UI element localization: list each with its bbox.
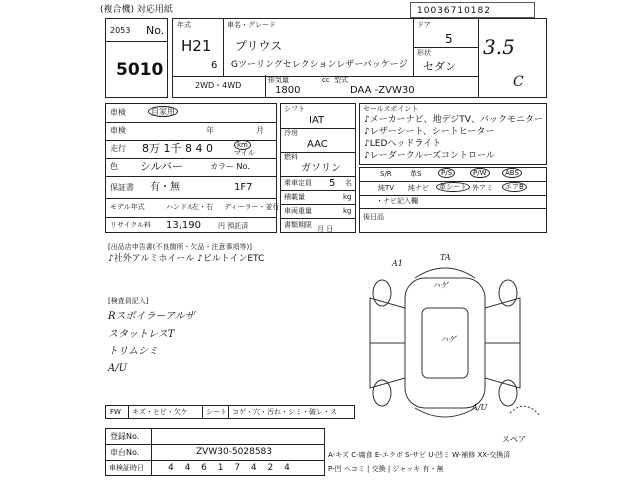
legend-line-1: A-キズ C-腐食 E-エクボ S-サビ U-凹ミ W-補修 XX-交換済	[328, 451, 511, 459]
recycle-label: リサイクル料	[110, 221, 152, 229]
color-no-value: 1F7	[234, 182, 253, 193]
ac-value: AAC	[307, 139, 328, 150]
grade-text: Gツーリングセレクションレザーパッケージ	[231, 60, 408, 70]
type-code: DAA -ZVW30	[350, 85, 415, 96]
right-rear-outline	[485, 343, 520, 388]
rear-bumper-outline	[415, 408, 475, 417]
bottom-table	[105, 428, 325, 476]
legend-line-2: P-凹 ヘコミ | 交換 | ジャッキ 有・無	[328, 465, 444, 473]
lot-number: 5010	[116, 60, 164, 80]
sale-points-title: セールスポイント	[363, 105, 419, 113]
drive-label: 2WD・4WD	[195, 81, 242, 90]
warranty-value: 有・無	[150, 182, 180, 193]
inspection-label: 車検	[110, 108, 126, 117]
inspector-title: [検査員記入]	[108, 297, 149, 305]
hand-value: 左・右	[192, 203, 213, 211]
fw-row: FW キズ・ヒビ・欠ケ シート コゲ・穴・汚れ・シミ・破レ・ス	[105, 405, 355, 419]
type-label: 型式	[334, 76, 348, 84]
capacity-value: 5	[329, 178, 336, 189]
lot-number-block	[105, 18, 168, 98]
right-door-outline	[485, 298, 520, 343]
warranty-label: 保証書	[110, 183, 134, 192]
recycle-value: 13,190	[166, 220, 201, 231]
left-door-outline	[370, 298, 405, 343]
inspection-value: 自家用	[148, 106, 178, 117]
shape-label: 形状	[417, 49, 431, 57]
shaken-label: 車検	[110, 126, 126, 135]
wheel-rear-right	[499, 380, 517, 406]
lot-no-label: No.	[146, 24, 165, 37]
odometer-label: 走行	[110, 144, 126, 153]
fuel-value: ガソリン	[301, 163, 341, 174]
center-spec-table: シフト IAT 冷房 AAC 燃料 ガソリン 乗車定員 5 名 積載量 kg 車両重量 kg 書類期限 月 日	[280, 103, 356, 233]
car-name: プリウス	[235, 39, 283, 53]
disp-value: 1800	[275, 85, 301, 96]
notes-title: [出品店申告書(不良箇所・欠品・注意事項等)]	[108, 243, 252, 251]
color-no-label: カラー No.	[210, 162, 250, 171]
front-bumper-outline	[415, 268, 475, 278]
notes-text: ♪社外アルミホイール ♪ビルトインETC	[108, 254, 265, 264]
dealer-label: ディーラー・並行	[224, 203, 280, 211]
interior-score: C	[513, 74, 524, 90]
chassis-value: ZVW30-5028583	[196, 447, 273, 457]
sale-points-box: セールスポイント ♪メーカーナビ、地デジTV、バックモニター ♪レザーシート、シートヒーター ♪LEDヘッドライト ♪レーダークルーズコントロール	[359, 103, 547, 165]
lot-tag: 2053	[110, 26, 131, 35]
year-label: 年式	[177, 21, 191, 29]
chassis-label: 車台No.	[110, 448, 140, 457]
left-rear-outline	[370, 343, 405, 388]
later-label: 後日品	[363, 213, 384, 221]
shift-value: IAT	[309, 115, 325, 126]
era-value: H21	[181, 37, 212, 55]
name-grade-label: 車名・グレード	[227, 21, 276, 29]
reg-label: 登録No.	[110, 432, 140, 441]
spare-label: スペア	[502, 435, 526, 444]
wheel-rear-left	[373, 380, 391, 406]
left-spec-table: 車検 自家用 車検 年 月 走行 8万 1千 8 4 0 km マイル 色 シルバー カラー No. 保証書 有・無 1F7 モデル年式 ハンドル 左・右 ディーラー・並行 リサイクル料 13,190 円 預託済	[105, 103, 277, 233]
color-label: 色	[110, 162, 118, 171]
wheel-front-right	[499, 280, 517, 306]
serial-number: 10036710182	[417, 6, 491, 16]
spare-tire-outline	[510, 406, 540, 416]
doors-label: ドア	[417, 21, 431, 29]
cert-label: 車検証時日	[109, 464, 144, 472]
equipment-grid: S/R 革S P/S P/W ABS 純TV 純ナビ 革シート 外アミ エアB ・ナビ記入欄 後日品	[359, 167, 547, 233]
cert-date: 4 4 6 1 7 4 2 4	[168, 463, 294, 473]
color-value: シルバー	[140, 160, 183, 173]
serial-box	[410, 2, 535, 18]
form-header-text: (複合機) 対応用紙	[100, 5, 173, 15]
wheel-front-left	[373, 280, 391, 306]
disp-label: 排気量	[268, 76, 289, 84]
model-year-label: モデル年式	[110, 203, 145, 211]
grade-score: 3.5	[483, 35, 515, 59]
month-value: 6	[211, 60, 218, 71]
odometer-value: 8万 1千 8 4 0	[142, 142, 213, 155]
doors-value: 5	[445, 32, 453, 46]
shape-value: セダン	[423, 60, 457, 73]
